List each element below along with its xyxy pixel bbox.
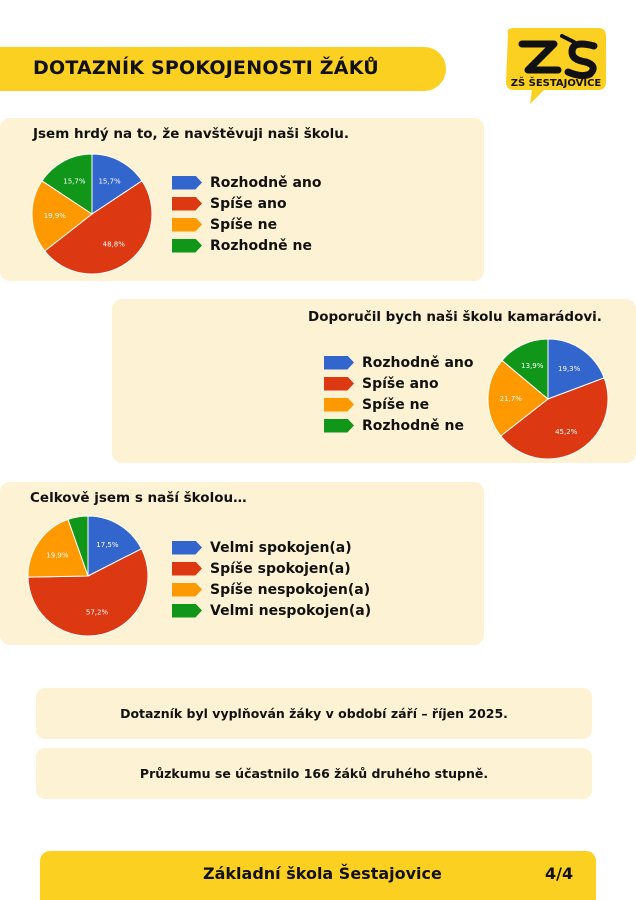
pie-data-label: 21,7% — [499, 394, 522, 403]
legend-item — [172, 579, 371, 600]
pie-chart-overall — [24, 512, 152, 640]
pie-data-label: 13,9% — [521, 361, 544, 370]
legend-label: Velmi nespokojen(a) — [210, 602, 372, 619]
legend-item — [172, 193, 322, 214]
legend-label: Spíše ne — [210, 216, 278, 233]
legend-label: Velmi spokojen(a) — [210, 539, 352, 556]
legend-swatch-orange — [172, 218, 202, 232]
legend-label: Rozhodně ano — [210, 174, 322, 191]
legend-item — [172, 214, 322, 235]
legend-swatch-orange — [172, 583, 202, 597]
legend-item — [172, 172, 322, 193]
note-participants: Průzkumu se účastnilo 166 žáků druhého stupně. — [36, 748, 592, 799]
question-title-pride: Jsem hrdý na to, že navštěvuji naši školu. — [33, 126, 350, 142]
legend-label: Rozhodně ano — [362, 354, 474, 371]
legend-overall — [172, 537, 371, 621]
legend-swatch-green — [172, 604, 202, 618]
question-title-overall: Celkově jsem s naší školou… — [30, 490, 247, 506]
legend-swatch-green — [324, 419, 354, 433]
pie-data-label: 19,9% — [43, 211, 66, 220]
legend-label: Rozhodně ne — [210, 237, 312, 254]
pie-chart-pride — [28, 150, 156, 278]
legend-pride — [172, 172, 322, 256]
legend-label: Spíše ano — [210, 195, 287, 212]
page-number: 4/4 — [545, 864, 574, 883]
legend-swatch-orange — [324, 398, 354, 412]
note-period: Dotazník byl vyplňován žáky v období září – říjen 2025. — [36, 688, 592, 739]
legend-label: Rozhodně ne — [362, 417, 464, 434]
legend-swatch-green — [172, 239, 202, 253]
legend-item — [172, 235, 322, 256]
legend-label: Spíše ne — [362, 396, 430, 413]
legend-item — [324, 373, 474, 394]
logo-caption: ZŠ ŠESTAJOVICE — [510, 78, 602, 89]
legend-label: Spíše ano — [362, 375, 439, 392]
legend-item — [324, 394, 474, 415]
legend-swatch-red — [324, 377, 354, 391]
legend-label: Spíše nespokojen(a) — [210, 581, 371, 598]
pie-data-label: 19,3% — [558, 364, 581, 373]
legend-swatch-blue — [172, 541, 202, 555]
pie-data-label: 57,2% — [85, 608, 109, 617]
pie-data-label: 48,8% — [102, 240, 125, 249]
page-title: DOTAZNÍK SPOKOJENOSTI ŽÁKŮ — [33, 57, 379, 79]
pie-data-label: 19,9% — [46, 551, 69, 560]
footer-school-name: Základní škola Šestajovice — [203, 864, 442, 883]
legend-label: Spíše spokojen(a) — [210, 560, 351, 577]
legend-item — [172, 537, 371, 558]
legend-recommend — [324, 352, 474, 436]
legend-swatch-red — [172, 562, 202, 576]
legend-item — [324, 352, 474, 373]
pie-chart-recommend — [484, 335, 612, 463]
pie-data-label: 17,5% — [96, 540, 119, 549]
legend-swatch-blue — [324, 356, 354, 370]
legend-item — [172, 558, 371, 579]
pie-data-label: 15,7% — [98, 177, 121, 186]
legend-swatch-red — [172, 197, 202, 211]
legend-item — [324, 415, 474, 436]
pie-data-label: 15,7% — [63, 177, 86, 186]
school-logo — [502, 24, 610, 106]
pie-data-label: 45,2% — [555, 427, 578, 436]
question-title-recommend: Doporučil bych naši školu kamarádovi. — [308, 309, 602, 325]
legend-item — [172, 600, 371, 621]
legend-swatch-blue — [172, 176, 202, 190]
